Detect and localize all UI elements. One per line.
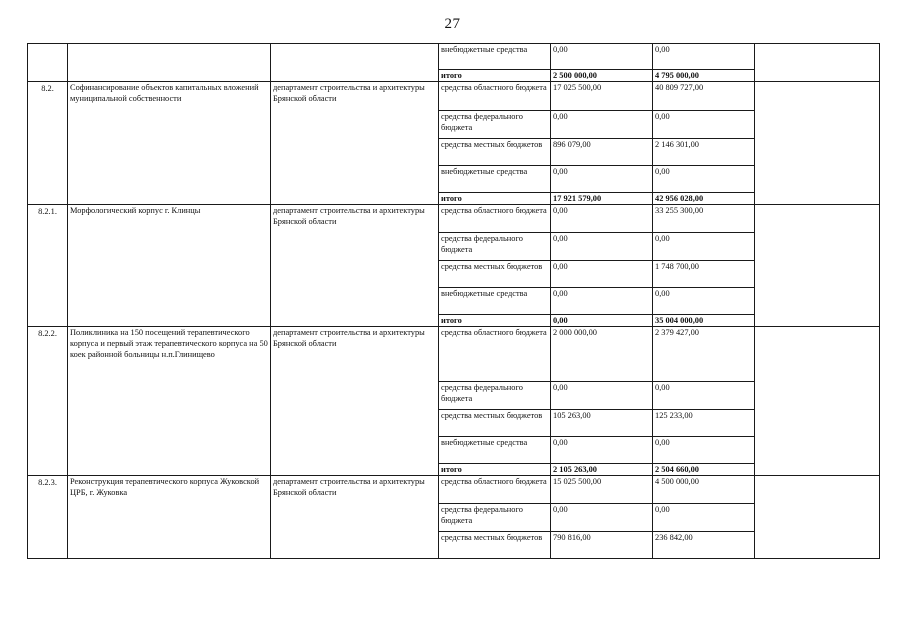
empty-cell <box>755 476 880 559</box>
value-year-1: 0,00 <box>551 44 653 70</box>
value-year-2: 0,00 <box>653 44 755 70</box>
table-row <box>28 327 880 382</box>
row-name: Поликлиника на 150 посещений терапевтического корпуса и первый этаж терапевтического корпуса на 50 коек районной больницы н.п.Глинищево <box>68 327 271 476</box>
value-year-1: 0,00 <box>551 437 653 464</box>
source-label: внебюджетные средства <box>439 437 551 464</box>
source-label: средства федерального бюджета <box>439 382 551 410</box>
source-label: средства местных бюджетов <box>439 261 551 288</box>
total-year-1: 0,00 <box>551 315 653 327</box>
row-executor: департамент строительства и архитектуры Брянской области <box>271 476 439 559</box>
source-label: средства областного бюджета <box>439 476 551 504</box>
total-year-2: 35 004 000,00 <box>653 315 755 327</box>
value-year-2: 2 379 427,00 <box>653 327 755 382</box>
code-cell <box>28 44 68 82</box>
value-year-1: 15 025 500,00 <box>551 476 653 504</box>
total-year-1: 2 105 263,00 <box>551 464 653 476</box>
total-label: итого <box>439 193 551 205</box>
value-year-2: 0,00 <box>653 382 755 410</box>
empty-cell <box>755 205 880 327</box>
source-label: средства областного бюджета <box>439 327 551 382</box>
value-year-2: 0,00 <box>653 288 755 315</box>
value-year-2: 2 146 301,00 <box>653 139 755 166</box>
value-year-2: 4 500 000,00 <box>653 476 755 504</box>
row-code: 8.2.1. <box>28 205 68 327</box>
value-year-2: 1 748 700,00 <box>653 261 755 288</box>
row-name: Реконструкция терапевтического корпуса Жуковской ЦРБ, г. Жуковка <box>68 476 271 559</box>
source-label: средства федерального бюджета <box>439 504 551 532</box>
source-label: средства федерального бюджета <box>439 111 551 139</box>
value-year-1: 0,00 <box>551 233 653 261</box>
row-code: 8.2. <box>28 82 68 205</box>
value-year-2: 0,00 <box>653 166 755 193</box>
page-number: 27 <box>444 16 461 32</box>
table-row <box>28 476 880 504</box>
source-label: внебюджетные средства <box>439 288 551 315</box>
value-year-2: 236 842,00 <box>653 532 755 559</box>
row-name: Софинансирование объектов капитальных вложений муниципальной собственности <box>68 82 271 205</box>
source-label: внебюджетные средства <box>439 166 551 193</box>
source-label: внебюджетные средства <box>439 44 551 70</box>
value-year-1: 0,00 <box>551 382 653 410</box>
empty-cell <box>755 44 880 82</box>
source-label: средства областного бюджета <box>439 82 551 111</box>
row-code: 8.2.2. <box>28 327 68 476</box>
value-year-1: 0,00 <box>551 288 653 315</box>
empty-cell <box>755 82 880 205</box>
total-year-2: 2 504 660,00 <box>653 464 755 476</box>
value-year-1: 0,00 <box>551 261 653 288</box>
total-year-2: 4 795 000,00 <box>653 70 755 82</box>
budget-table <box>27 43 880 559</box>
value-year-1: 17 025 500,00 <box>551 82 653 111</box>
value-year-2: 40 809 727,00 <box>653 82 755 111</box>
row-executor: департамент строительства и архитектуры Брянской области <box>271 82 439 205</box>
name-cell <box>68 44 271 82</box>
table-row <box>28 44 880 70</box>
value-year-2: 0,00 <box>653 233 755 261</box>
executor-cell <box>271 44 439 82</box>
table-row <box>28 205 880 233</box>
value-year-1: 790 816,00 <box>551 532 653 559</box>
value-year-2: 125 233,00 <box>653 410 755 437</box>
value-year-2: 0,00 <box>653 437 755 464</box>
total-label: итого <box>439 70 551 82</box>
source-label: средства местных бюджетов <box>439 532 551 559</box>
value-year-2: 0,00 <box>653 504 755 532</box>
value-year-1: 0,00 <box>551 166 653 193</box>
source-label: средства федерального бюджета <box>439 233 551 261</box>
value-year-1: 0,00 <box>551 111 653 139</box>
row-executor: департамент строительства и архитектуры Брянской области <box>271 327 439 476</box>
total-year-1: 17 921 579,00 <box>551 193 653 205</box>
value-year-1: 896 079,00 <box>551 139 653 166</box>
value-year-1: 105 263,00 <box>551 410 653 437</box>
empty-cell <box>755 327 880 476</box>
total-year-1: 2 500 000,00 <box>551 70 653 82</box>
total-year-2: 42 956 028,00 <box>653 193 755 205</box>
value-year-2: 0,00 <box>653 111 755 139</box>
value-year-1: 0,00 <box>551 504 653 532</box>
table-row <box>28 82 880 111</box>
row-name: Морфологический корпус г. Клинцы <box>68 205 271 327</box>
row-code: 8.2.3. <box>28 476 68 559</box>
total-label: итого <box>439 464 551 476</box>
source-label: средства местных бюджетов <box>439 410 551 437</box>
source-label: средства областного бюджета <box>439 205 551 233</box>
source-label: средства местных бюджетов <box>439 139 551 166</box>
value-year-2: 33 255 300,00 <box>653 205 755 233</box>
value-year-1: 2 000 000,00 <box>551 327 653 382</box>
value-year-1: 0,00 <box>551 205 653 233</box>
total-label: итого <box>439 315 551 327</box>
row-executor: департамент строительства и архитектуры Брянской области <box>271 205 439 327</box>
